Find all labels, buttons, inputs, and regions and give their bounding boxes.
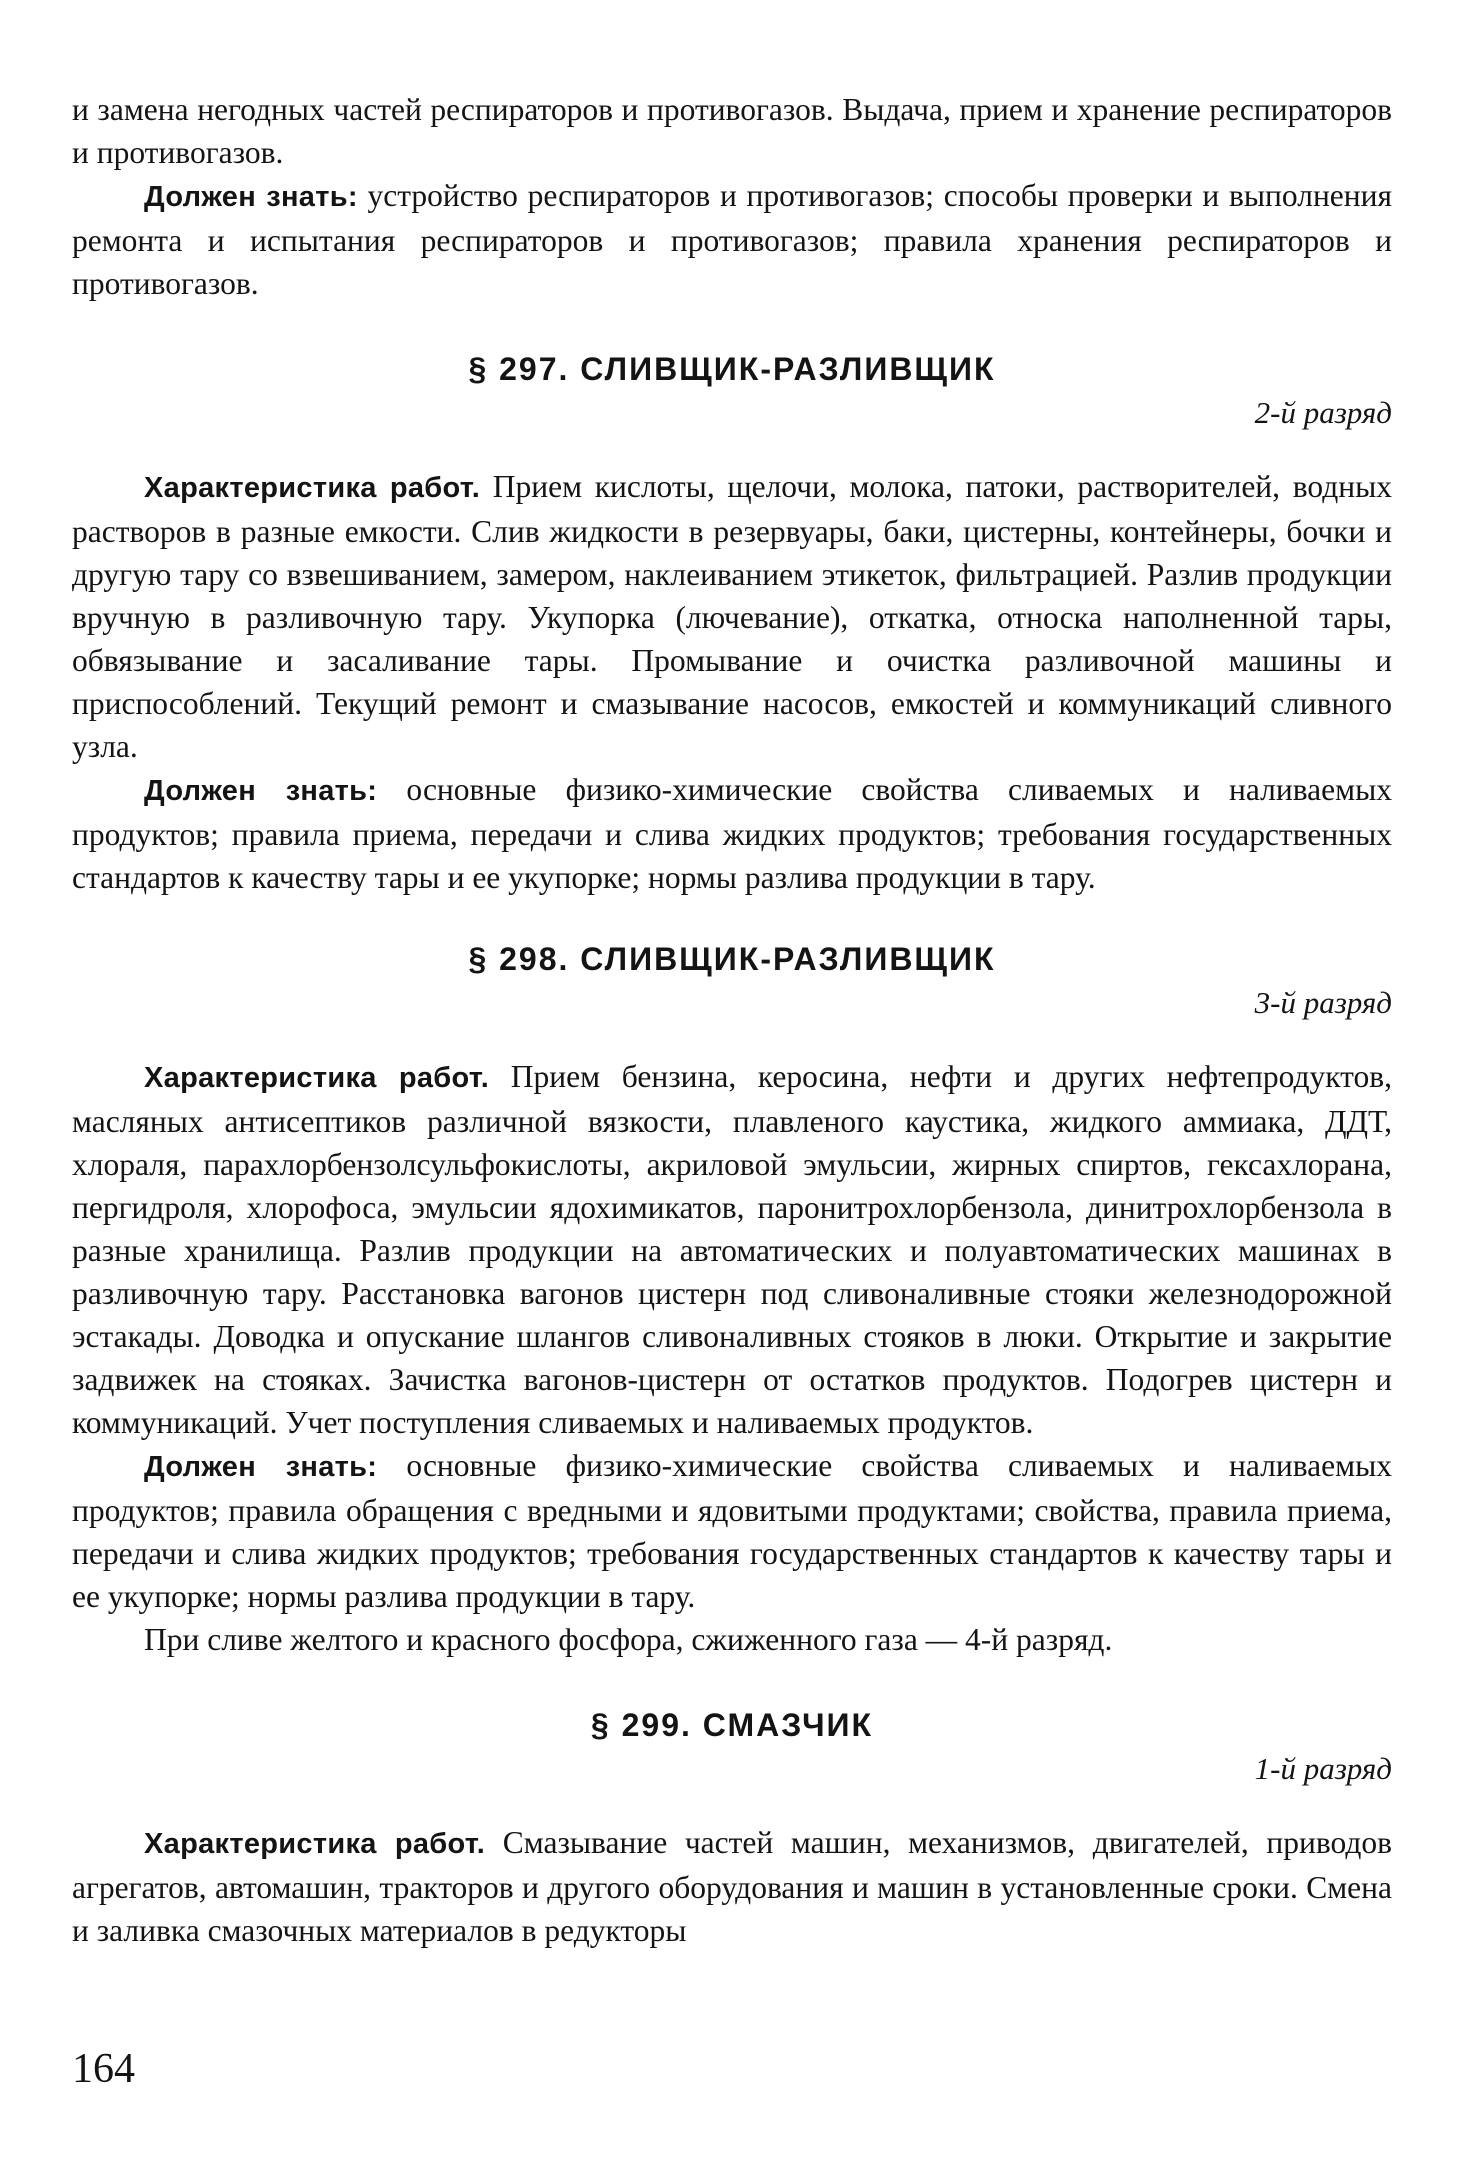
section-299-work-paragraph [72,1821,1392,1952]
must-know-text: устройство респираторов и противогазов; способы проверки и выполнения ремонта и испытания респираторов и противогазов; правила хранения респираторов и противогазов. [72,178,1392,301]
must-know-label: Должен знать: [144,775,378,807]
work-characteristics-label: Характеристика работ. [144,1062,490,1094]
work-characteristics-text: Прием бензина, керосина, нефти и других нефтепродуктов, масляных антисептиков различной вязкости, плавленого каустика, жидкого аммиака, ДДТ, хлораля, парахлорбензолсульфокислоты, акриловой эмульсии, жирных спиртов, гексахлорана, пергидроля, хлорофоса, эмульсии ядохимикатов, паронитрохлорбензола, динитрохлорбензола в разные хранилища. Разлив продукции на автоматических и полуавтоматических машинах в разливочную тару. Расстановка вагонов цистерн под сливоналивные стояки железнодорожной эстакады. Доводка и опускание шлангов сливоналивных стояков в люки. Открытие и закрытие задвижек на стояках. Зачистка вагонов-цистерн от остатков продуктов. Подогрев цистерн и коммуникаций. Учет поступления сливаемых и наливаемых продуктов. [72,1059,1392,1440]
section-298-note: При сливе желтого и красного фосфора, сжиженного газа — 4-й разряд. [144,1622,1113,1657]
intro-must-know-paragraph [72,174,1392,305]
must-know-label: Должен знать: [144,181,358,213]
section-299-heading: § 299. СМАЗЧИК [590,1707,874,1743]
work-characteristics-label: Характеристика работ. [144,472,481,504]
work-characteristics-text: Смазывание частей машин, механизмов, двигателей, приводов агрегатов, автомашин, тракторов и другого оборудования и машин в установленные сроки. Смена и заливка смазочных материалов в редукторы [72,1825,1392,1948]
section-297-heading: § 297. СЛИВЩИК-РАЗЛИВЩИК [468,351,996,387]
work-characteristics-text: Прием кислоты, щелочи, молока, патоки, растворителей, водных растворов в разные емкости. Слив жидкости в резервуары, баки, цистерны, контейнеры, бочки и другую тару со взвешиванием, замером, наклеиванием этикеток, фильтрацией. Разлив продукции вручную в разливочную тару. Укупорка (лючевание), откатка, относка наполненной тары, обвязывание и засаливание тары. Промывание и очистка разливочной машины и приспособлений. Текущий ремонт и смазывание насосов, емкостей и коммуникаций сливного узла. [72,469,1392,764]
must-know-label: Должен знать: [144,1451,378,1483]
intro-paragraph: и замена негодных частей респираторов и противогазов. Выдача, прием и хранение респираторов и противогазов. [72,92,1392,170]
page-content [72,88,1392,1952]
section-298-grade: 3-й разряд [1254,985,1392,1020]
section-298-heading: § 298. СЛИВЩИК-РАЗЛИВЩИК [468,941,996,977]
section-298-must-know-paragraph [72,1444,1392,1618]
section-297-must-know-paragraph [72,768,1392,899]
section-297-grade: 2-й разряд [1254,395,1392,430]
section-298-work-paragraph [72,1055,1392,1444]
section-297-work-paragraph [72,465,1392,768]
section-299-grade: 1-й разряд [1254,1751,1392,1786]
must-know-text: основные физико-химические свойства сливаемых и наливаемых продуктов; правила приема, передачи и слива жидких продуктов; требования государственных стандартов к качеству тары и ее укупорке; нормы разлива продукции в тару. [72,772,1392,895]
page-number: 164 [72,2046,135,2092]
work-characteristics-label: Характеристика работ. [144,1828,486,1860]
must-know-text: основные физико-химические свойства сливаемых и наливаемых продуктов; правила обращения с вредными и ядовитыми продуктами; свойства, правила приема, передачи и слива жидких продуктов; требования государственных стандартов к качеству тары и ее укупорке; нормы разлива продукции в тару. [72,1448,1392,1614]
